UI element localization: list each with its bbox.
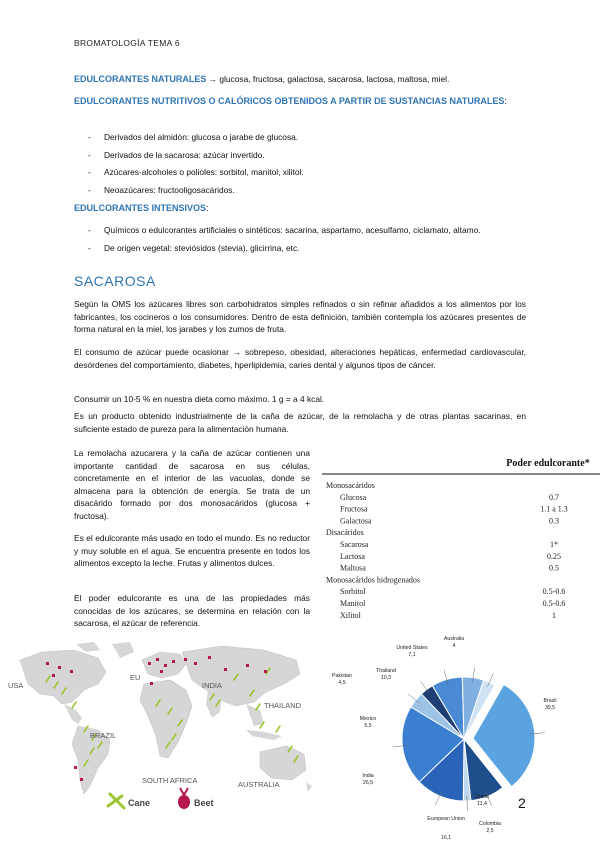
table-row-value: 1 xyxy=(552,610,556,620)
pie-value-india: 26,5 xyxy=(362,780,374,786)
beet-icon xyxy=(178,788,190,809)
table-header: Poder edulcorante* xyxy=(506,458,590,469)
sacarosa-paragraph-6: Es el edulcorante más usado en todo el mundo. Es no reductor y muy soluble en el agua. Se encuentra presente en todos los alimentos excepto la leche. Frutas y alimentos dulces. xyxy=(74,533,310,568)
list-item: - De origen vegetal: steviósidos (stevia), glicirrina, etc. xyxy=(74,242,526,255)
sacarosa-title: SACAROSA xyxy=(74,273,156,289)
map-label-india: INDIA xyxy=(202,681,223,690)
sacarosa-paragraph-3: Consumir un 10-5 % en nuestra dieta como máximo. 1 g = a 4 kcal. xyxy=(74,394,325,404)
intensivos-colon: : xyxy=(206,203,209,213)
naturales-title: EDULCORANTES NATURALES xyxy=(74,74,207,84)
pie-value-australia: 4 xyxy=(452,643,456,649)
naturales-line xyxy=(74,73,534,86)
table-row-value: 0.5-0.6 xyxy=(542,599,566,608)
legend-beet: Beet xyxy=(194,798,214,808)
pie-label-thailand: Thailand xyxy=(376,668,396,674)
table-row-label: Monosacáridos xyxy=(326,481,375,490)
table-row-label: Fructosa xyxy=(340,504,368,514)
sacarosa-paragraph-5: La remolacha azucarera y la caña de azúcar contienen una importante cantidad de sacarosa en sus células, concretamente en el interior de las vacuolas, donde se almacena para la obtención de energía. Se trata de un disacárido formado por dos monosacáridos (glucosa + fructosa). xyxy=(74,448,310,521)
pie-value-china: 11,4 xyxy=(477,801,487,807)
pie-label-us: United States xyxy=(396,645,428,651)
map-label-brazil: BRAZIL xyxy=(90,731,117,740)
pie-label-brazil: Brazil xyxy=(543,698,557,704)
table-row-label: Sorbitol xyxy=(340,587,366,597)
pie-label-australia: Australia xyxy=(443,636,465,642)
cane-icon xyxy=(108,794,124,808)
map-label-australia: AUSTRALIA xyxy=(238,780,280,789)
nutritivos-heading xyxy=(74,95,526,108)
pie-label-eu: European Union xyxy=(427,816,465,822)
map-label-south-africa: SOUTH AFRICA xyxy=(142,776,198,785)
sacarosa-paragraph-4: Es un producto obtenido industrialmente de la caña de azúcar, de la remolacha y de otras plantas sacarinas, en suficiente estado de pureza para la alimentación humana. xyxy=(74,411,526,434)
table-row-label: Sacarosa xyxy=(340,540,369,549)
table-row-label: Galactosa xyxy=(340,516,372,526)
sugar-world-map xyxy=(2,640,318,822)
nutritivos-list xyxy=(74,131,526,201)
table-row-value: 1.1 a 1.3 xyxy=(540,504,568,514)
pie-label-mexico: Mexico xyxy=(359,716,377,722)
pie-value-us: 7,1 xyxy=(408,652,416,658)
table-row-label: Lactosa xyxy=(340,551,365,561)
table-row-value: 0.5-0.6 xyxy=(542,587,566,597)
pie-value-pakistan: 4,5 xyxy=(338,680,346,686)
table-row-label: Monosacáridos hidrogenados xyxy=(326,575,420,585)
list-item: - Derivados del almidón: glucosa o jarabe de glucosa. xyxy=(74,131,526,144)
pie-label-india: India xyxy=(362,773,374,779)
sweetness-table xyxy=(318,446,600,634)
pie-value-colombia: 2,5 xyxy=(486,828,494,834)
naturales-text: → glucosa, fructosa, galactosa, sacarosa, lactosa, maltosa, miel. xyxy=(206,74,450,84)
map-label-usa: USA xyxy=(8,681,24,690)
page-header: BROMATOLOGÍA TEMA 6 xyxy=(74,38,180,48)
table-row-label: Glucosa xyxy=(340,492,367,502)
table-row-value: 0.7 xyxy=(549,492,559,502)
sacarosa-paragraph-1: Según la OMS los azúcares libres son carbohidratos simples refinados o sin refinar añadidos a los alimentos por los fabricantes, los cocineros o los consumidores. Dentro de esta definición, también contempla los azúcares presentes de forma natural en la miel, los jarabes y los zumos de fruta. xyxy=(74,299,526,334)
list-item: - Derivados de la sacarosa: azúcar invertido. xyxy=(74,149,526,162)
map-legend xyxy=(108,788,214,809)
pie-value-mexico: 5,5 xyxy=(364,723,372,729)
pie-label-colombia: Colombia xyxy=(479,821,501,827)
nutritivos-colon: : xyxy=(504,96,507,106)
table-row-value: 1* xyxy=(550,540,558,549)
pie-value-eu: 16,1 xyxy=(440,835,452,841)
list-item: - Azúcares-alcoholes o polioles: sorbitol, manitol, xilitol. xyxy=(74,166,526,179)
production-pie-chart xyxy=(318,634,600,848)
pie-label-pakistan: Pakistan xyxy=(332,673,352,679)
table-row-label: Maltosa xyxy=(340,563,366,573)
list-item: - Químicos o edulcorantes artificiales o sintéticos: sacarina, aspartamo, acesulfamo, ciclamato, aitamo. xyxy=(74,224,526,237)
list-item: - Neoazúcares: fructooligosacáridos. xyxy=(74,184,526,197)
table-row-label: Disacáridos xyxy=(326,528,364,538)
pie-label-china: China xyxy=(475,794,489,800)
pie-slices xyxy=(392,668,544,811)
table-row-value: 0.25 xyxy=(547,551,561,561)
intensivos-title: EDULCORANTES INTENSIVOS xyxy=(74,203,207,213)
page-number: 2 xyxy=(518,795,526,811)
nutritivos-title: EDULCORANTES NUTRITIVOS O CALÓRICOS OBTENIDOS A PARTIR DE SUSTANCIAS NATURALES xyxy=(74,96,505,106)
table-rows xyxy=(326,481,568,620)
table-row-label: Manitol xyxy=(340,599,366,608)
table-row-value: 0.5 xyxy=(549,563,559,573)
pie-value-thailand: 10,3 xyxy=(380,675,392,681)
pie-value-brazil: 39,5 xyxy=(544,705,556,711)
legend-cane: Cane xyxy=(128,798,151,808)
map-label-thailand: THAILAND xyxy=(264,701,302,710)
sacarosa-paragraph-2: El consumo de azúcar puede ocasionar → sobrepeso, obesidad, alteraciones hepáticas, enfermedad cardiovascular, desórdenes del comportamiento, diabetes, hperlipidemia, caries dental y algunos tipos de cáncer. xyxy=(74,347,526,370)
map-label-eu: EU xyxy=(130,673,141,682)
sacarosa-paragraph-7: El poder edulcorante es una de las propiedades más conocidas de los azúcares, se determina en relación con la sacarosa, el azúcar de referencia. xyxy=(74,593,310,628)
table-row-label: Xilitol xyxy=(340,610,361,620)
table-row-value: 0.3 xyxy=(549,516,559,526)
intensivos-list xyxy=(74,224,526,259)
intensivos-heading xyxy=(74,203,209,213)
